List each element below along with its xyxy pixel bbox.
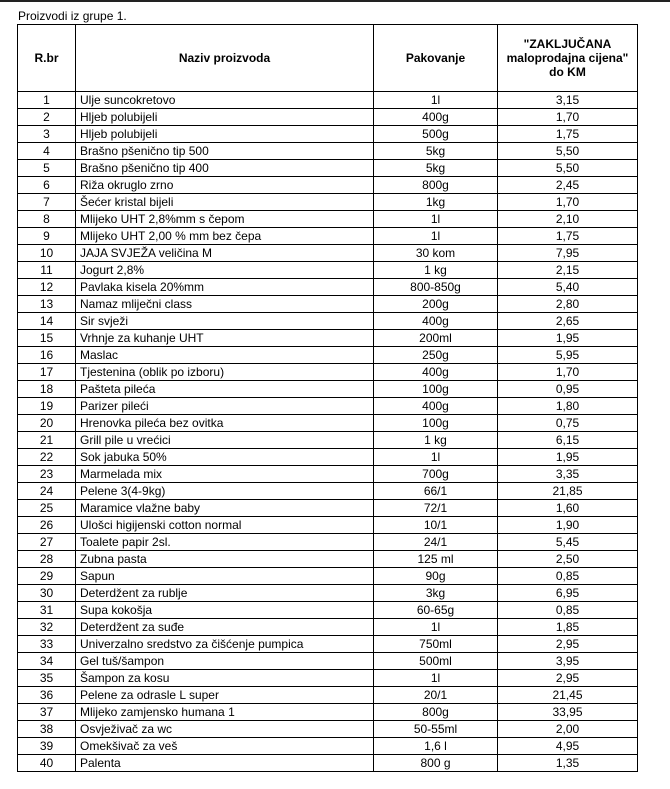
price-cell: 2,50	[498, 551, 638, 568]
product-name-cell: Pašteta pileća	[76, 381, 374, 398]
table-row	[18, 636, 638, 653]
packaging-cell: 5kg	[374, 160, 498, 177]
packaging-cell: 125 ml	[374, 551, 498, 568]
packaging-cell: 500ml	[374, 653, 498, 670]
price-cell: 0,85	[498, 568, 638, 585]
product-name-cell: Deterdžent za rublje	[76, 585, 374, 602]
table-row	[18, 177, 638, 194]
price-cell: 2,00	[498, 721, 638, 738]
header-row	[18, 25, 638, 92]
table-row	[18, 653, 638, 670]
row-number-cell: 13	[18, 296, 76, 313]
table-row	[18, 296, 638, 313]
row-number-cell: 40	[18, 755, 76, 772]
product-name-cell: Riža okruglo zrno	[76, 177, 374, 194]
packaging-cell: 1 kg	[374, 262, 498, 279]
product-name-cell: Osvježivač za wc	[76, 721, 374, 738]
product-name-cell: Jogurt 2,8%	[76, 262, 374, 279]
product-name-cell: Ulošci higijenski cotton normal	[76, 517, 374, 534]
price-cell: 6,15	[498, 432, 638, 449]
table-body	[18, 92, 638, 772]
price-cell: 5,50	[498, 160, 638, 177]
packaging-cell: 400g	[374, 109, 498, 126]
table-row	[18, 602, 638, 619]
packaging-cell: 250g	[374, 347, 498, 364]
packaging-cell: 1l	[374, 619, 498, 636]
table-row	[18, 738, 638, 755]
row-number-cell: 30	[18, 585, 76, 602]
price-cell: 1,35	[498, 755, 638, 772]
product-name-cell: Univerzalno sredstvo za čišćenje pumpica	[76, 636, 374, 653]
packaging-cell: 1 kg	[374, 432, 498, 449]
packaging-cell: 200ml	[374, 330, 498, 347]
product-name-cell: Maslac	[76, 347, 374, 364]
row-number-cell: 25	[18, 500, 76, 517]
table-row	[18, 670, 638, 687]
table-row	[18, 721, 638, 738]
product-name-cell: Šećer kristal bijeli	[76, 194, 374, 211]
price-cell: 2,80	[498, 296, 638, 313]
row-number-cell: 15	[18, 330, 76, 347]
packaging-cell: 10/1	[374, 517, 498, 534]
packaging-cell: 20/1	[374, 687, 498, 704]
table-row	[18, 568, 638, 585]
price-cell: 1,70	[498, 364, 638, 381]
packaging-cell: 50-55ml	[374, 721, 498, 738]
row-number-cell: 36	[18, 687, 76, 704]
packaging-cell: 5kg	[374, 143, 498, 160]
table-row	[18, 483, 638, 500]
table-row	[18, 143, 638, 160]
price-cell: 1,70	[498, 194, 638, 211]
price-cell: 5,95	[498, 347, 638, 364]
table-row	[18, 330, 638, 347]
table-row	[18, 347, 638, 364]
packaging-cell: 72/1	[374, 500, 498, 517]
packaging-cell: 100g	[374, 381, 498, 398]
product-name-cell: Maramice vlažne baby	[76, 500, 374, 517]
header-locked-price: "ZAKLJUČANA maloprodajna cijena" do KM	[498, 25, 638, 92]
price-cell: 6,95	[498, 585, 638, 602]
price-cell: 2,45	[498, 177, 638, 194]
price-cell: 0,95	[498, 381, 638, 398]
table-row	[18, 585, 638, 602]
table-row	[18, 551, 638, 568]
product-name-cell: Palenta	[76, 755, 374, 772]
product-name-cell: Gel tuš/šampon	[76, 653, 374, 670]
packaging-cell: 200g	[374, 296, 498, 313]
price-cell: 21,45	[498, 687, 638, 704]
row-number-cell: 10	[18, 245, 76, 262]
price-cell: 2,65	[498, 313, 638, 330]
price-cell: 0,85	[498, 602, 638, 619]
product-name-cell: Mlijeko UHT 2,00 % mm bez čepa	[76, 228, 374, 245]
product-name-cell: Sok jabuka 50%	[76, 449, 374, 466]
row-number-cell: 37	[18, 704, 76, 721]
table-row	[18, 279, 638, 296]
price-cell: 1,75	[498, 126, 638, 143]
row-number-cell: 24	[18, 483, 76, 500]
row-number-cell: 33	[18, 636, 76, 653]
table-header	[18, 25, 638, 92]
product-name-cell: Marmelada mix	[76, 466, 374, 483]
row-number-cell: 6	[18, 177, 76, 194]
row-number-cell: 20	[18, 415, 76, 432]
product-name-cell: Supa kokošja	[76, 602, 374, 619]
table-row	[18, 228, 638, 245]
row-number-cell: 28	[18, 551, 76, 568]
table-row	[18, 466, 638, 483]
table-row	[18, 398, 638, 415]
row-number-cell: 18	[18, 381, 76, 398]
price-cell: 2,95	[498, 636, 638, 653]
table-row	[18, 262, 638, 279]
product-name-cell: Parizer pileći	[76, 398, 374, 415]
table-row	[18, 313, 638, 330]
packaging-cell: 750ml	[374, 636, 498, 653]
table-row	[18, 364, 638, 381]
table-row	[18, 381, 638, 398]
packaging-cell: 66/1	[374, 483, 498, 500]
table-row	[18, 109, 638, 126]
table-row	[18, 126, 638, 143]
row-number-cell: 9	[18, 228, 76, 245]
product-name-cell: Zubna pasta	[76, 551, 374, 568]
packaging-cell: 400g	[374, 313, 498, 330]
row-number-cell: 19	[18, 398, 76, 415]
top-border-line	[0, 0, 670, 2]
price-cell: 5,50	[498, 143, 638, 160]
price-cell: 5,45	[498, 534, 638, 551]
product-name-cell: Sapun	[76, 568, 374, 585]
table-caption: Proizvodi iz grupe 1.	[18, 9, 127, 23]
row-number-cell: 31	[18, 602, 76, 619]
price-cell: 3,35	[498, 466, 638, 483]
price-cell: 33,95	[498, 704, 638, 721]
row-number-cell: 2	[18, 109, 76, 126]
table-row	[18, 704, 638, 721]
product-name-cell: Grill pile u vrećici	[76, 432, 374, 449]
row-number-cell: 1	[18, 92, 76, 109]
row-number-cell: 8	[18, 211, 76, 228]
price-cell: 2,15	[498, 262, 638, 279]
row-number-cell: 26	[18, 517, 76, 534]
product-name-cell: Brašno pšenično tip 400	[76, 160, 374, 177]
packaging-cell: 1l	[374, 228, 498, 245]
price-cell: 21,85	[498, 483, 638, 500]
product-name-cell: Pelene 3(4-9kg)	[76, 483, 374, 500]
price-cell: 1,70	[498, 109, 638, 126]
price-cell: 1,75	[498, 228, 638, 245]
row-number-cell: 17	[18, 364, 76, 381]
table-row	[18, 534, 638, 551]
packaging-cell: 500g	[374, 126, 498, 143]
packaging-cell: 800 g	[374, 755, 498, 772]
table-row	[18, 92, 638, 109]
table-row	[18, 160, 638, 177]
packaging-cell: 1l	[374, 92, 498, 109]
packaging-cell: 400g	[374, 364, 498, 381]
price-cell: 3,95	[498, 653, 638, 670]
price-cell: 1,80	[498, 398, 638, 415]
row-number-cell: 38	[18, 721, 76, 738]
product-name-cell: Brašno pšenično tip 500	[76, 143, 374, 160]
product-name-cell: Hljeb polubijeli	[76, 109, 374, 126]
price-cell: 4,95	[498, 738, 638, 755]
product-name-cell: Pavlaka kisela 20%mm	[76, 279, 374, 296]
row-number-cell: 32	[18, 619, 76, 636]
price-cell: 3,15	[498, 92, 638, 109]
row-number-cell: 29	[18, 568, 76, 585]
product-name-cell: Ulje suncokretovo	[76, 92, 374, 109]
packaging-cell: 90g	[374, 568, 498, 585]
table-row	[18, 449, 638, 466]
table-row	[18, 194, 638, 211]
header-packaging: Pakovanje	[374, 25, 498, 92]
price-cell: 2,10	[498, 211, 638, 228]
packaging-cell: 1l	[374, 670, 498, 687]
price-cell: 0,75	[498, 415, 638, 432]
product-name-cell: Hrenovka pileća bez ovitka	[76, 415, 374, 432]
products-table	[17, 24, 638, 772]
packaging-cell: 800g	[374, 704, 498, 721]
table-row	[18, 211, 638, 228]
packaging-cell: 3kg	[374, 585, 498, 602]
product-name-cell: Deterdžent za suđe	[76, 619, 374, 636]
header-row-number: R.br	[18, 25, 76, 92]
packaging-cell: 400g	[374, 398, 498, 415]
packaging-cell: 60-65g	[374, 602, 498, 619]
row-number-cell: 23	[18, 466, 76, 483]
product-name-cell: Hljeb polubijeli	[76, 126, 374, 143]
packaging-cell: 1l	[374, 449, 498, 466]
price-cell: 1,60	[498, 500, 638, 517]
product-name-cell: Mlijeko zamjensko humana 1	[76, 704, 374, 721]
table-row	[18, 432, 638, 449]
row-number-cell: 34	[18, 653, 76, 670]
product-name-cell: JAJA SVJEŽA veličina M	[76, 245, 374, 262]
row-number-cell: 16	[18, 347, 76, 364]
header-product-name: Naziv proizvoda	[76, 25, 374, 92]
packaging-cell: 1,6 l	[374, 738, 498, 755]
product-name-cell: Tjestenina (oblik po izboru)	[76, 364, 374, 381]
row-number-cell: 3	[18, 126, 76, 143]
product-name-cell: Pelene za odrasle L super	[76, 687, 374, 704]
row-number-cell: 14	[18, 313, 76, 330]
table-row	[18, 245, 638, 262]
product-name-cell: Toalete papir 2sl.	[76, 534, 374, 551]
packaging-cell: 800-850g	[374, 279, 498, 296]
packaging-cell: 1l	[374, 211, 498, 228]
price-cell: 1,90	[498, 517, 638, 534]
table-row	[18, 517, 638, 534]
row-number-cell: 7	[18, 194, 76, 211]
packaging-cell: 30 kom	[374, 245, 498, 262]
price-cell: 1,95	[498, 330, 638, 347]
packaging-cell: 100g	[374, 415, 498, 432]
price-cell: 5,40	[498, 279, 638, 296]
product-name-cell: Vrhnje za kuhanje UHT	[76, 330, 374, 347]
price-cell: 2,95	[498, 670, 638, 687]
table-row	[18, 755, 638, 772]
packaging-cell: 1kg	[374, 194, 498, 211]
row-number-cell: 21	[18, 432, 76, 449]
price-cell: 7,95	[498, 245, 638, 262]
row-number-cell: 39	[18, 738, 76, 755]
packaging-cell: 800g	[374, 177, 498, 194]
price-cell: 1,85	[498, 619, 638, 636]
row-number-cell: 22	[18, 449, 76, 466]
row-number-cell: 35	[18, 670, 76, 687]
product-name-cell: Namaz mliječni class	[76, 296, 374, 313]
row-number-cell: 5	[18, 160, 76, 177]
product-name-cell: Mlijeko UHT 2,8%mm s čepom	[76, 211, 374, 228]
price-cell: 1,95	[498, 449, 638, 466]
row-number-cell: 11	[18, 262, 76, 279]
packaging-cell: 24/1	[374, 534, 498, 551]
table-row	[18, 687, 638, 704]
table-row	[18, 500, 638, 517]
row-number-cell: 27	[18, 534, 76, 551]
row-number-cell: 12	[18, 279, 76, 296]
product-name-cell: Sir svježi	[76, 313, 374, 330]
table-row	[18, 415, 638, 432]
product-name-cell: Omekšivač za veš	[76, 738, 374, 755]
row-number-cell: 4	[18, 143, 76, 160]
packaging-cell: 700g	[374, 466, 498, 483]
product-name-cell: Šampon za kosu	[76, 670, 374, 687]
table-row	[18, 619, 638, 636]
